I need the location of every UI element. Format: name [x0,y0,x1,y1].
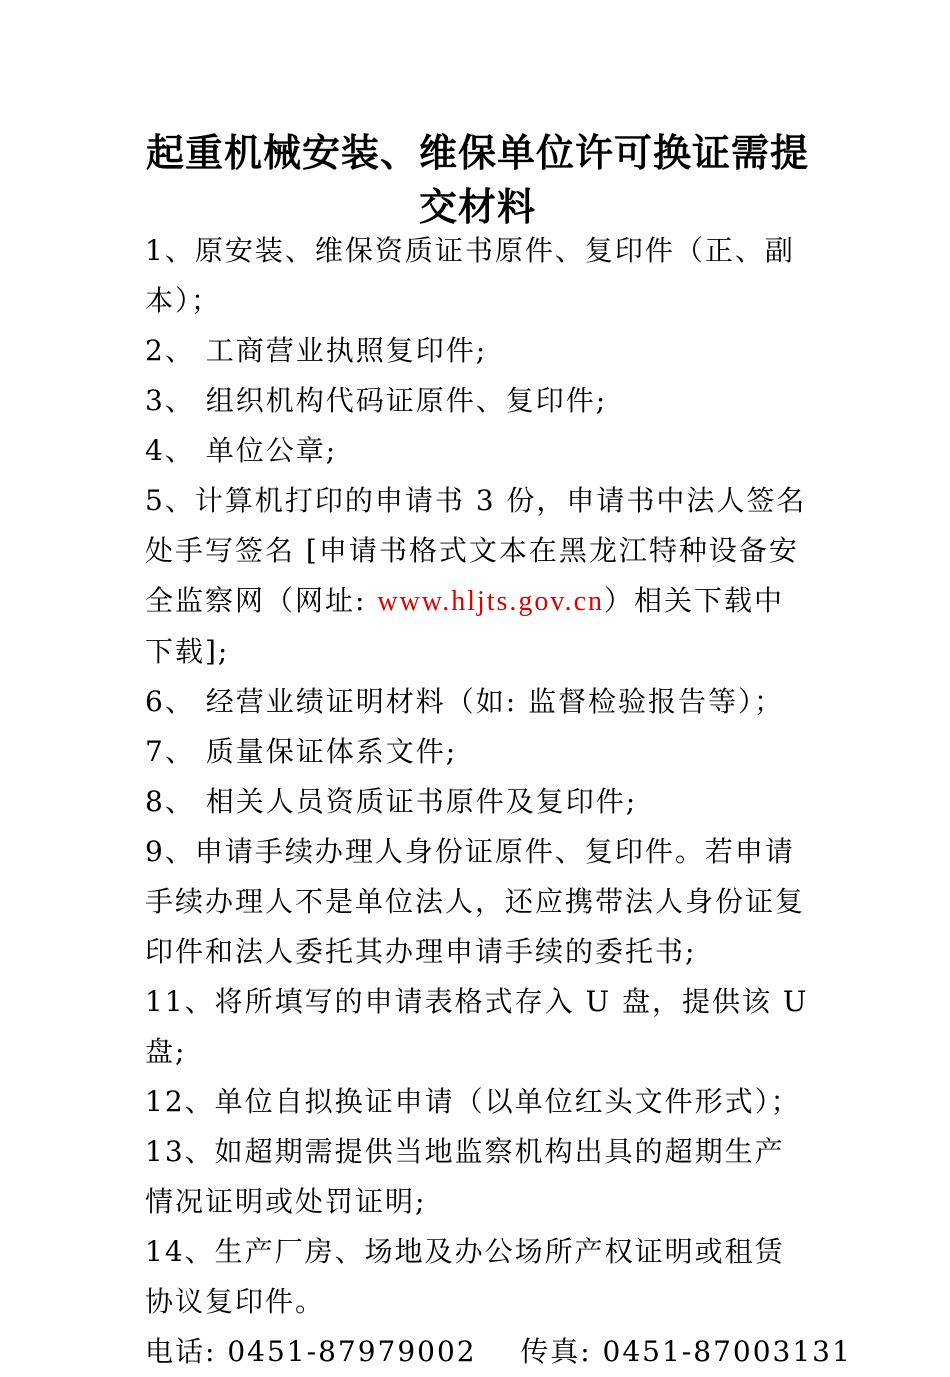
list-item-2: 2、 工商营业执照复印件; [145,334,488,367]
list-item-9: 9、申请手续办理人身份证原件、复印件。若申请手续办理人不是单位法人，还应携带法人身份证复印件和法人委托其办理申请手续的委托书; [145,835,806,968]
list-item-11: 11、将所填写的申请表格式存入 U 盘，提供该 U 盘; [145,985,809,1068]
list-item-13: 13、如超期需提供当地监察机构出具的超期生产情况证明或处罚证明; [145,1135,785,1218]
document-body [145,226,852,1377]
list-item-12: 12、单位自拟换证申请（以单位红头文件形式）； [145,1085,801,1118]
phone-number: 0451-87979002 [227,1335,477,1368]
page-title: 起重机械安装、维保单位许可换证需提交材料 [145,130,809,229]
list-item-5 [145,476,810,677]
website-link[interactable]: www.hljts.gov.cn [377,586,605,617]
list-item-5-text-end: ）相关下载中下载]; [145,584,785,668]
list-item-5-text: 5、计算机打印的申请书 3 份，申请书中法人签名处手写签名 [申请书格式文本在黑龙江特种设备安全监察网（网址: [145,484,807,617]
list-item-8: 8、 相关人员资质证书原件及复印件; [145,785,638,818]
list-item-6: 6、 经营业绩证明材料（如: 监督检验报告等）； [145,685,785,718]
list-item-3: 3、 组织机构代码证原件、复印件; [145,384,608,417]
list-item-4: 4、 单位公章; [145,434,338,467]
list-item-7: 7、 质量保证体系文件; [145,735,458,768]
phone-label: 电话: [145,1335,228,1368]
fax-label: 传真: [520,1335,603,1368]
list-item-14: 14、生产厂房、场地及办公场所产权证明或租赁协议复印件。 [145,1235,785,1318]
list-item-1: 1、原安装、维保资质证书原件、复印件（正、副本）； [145,234,795,317]
contact-line [145,1327,852,1377]
fax-number: 0451-87003131 [602,1335,852,1368]
